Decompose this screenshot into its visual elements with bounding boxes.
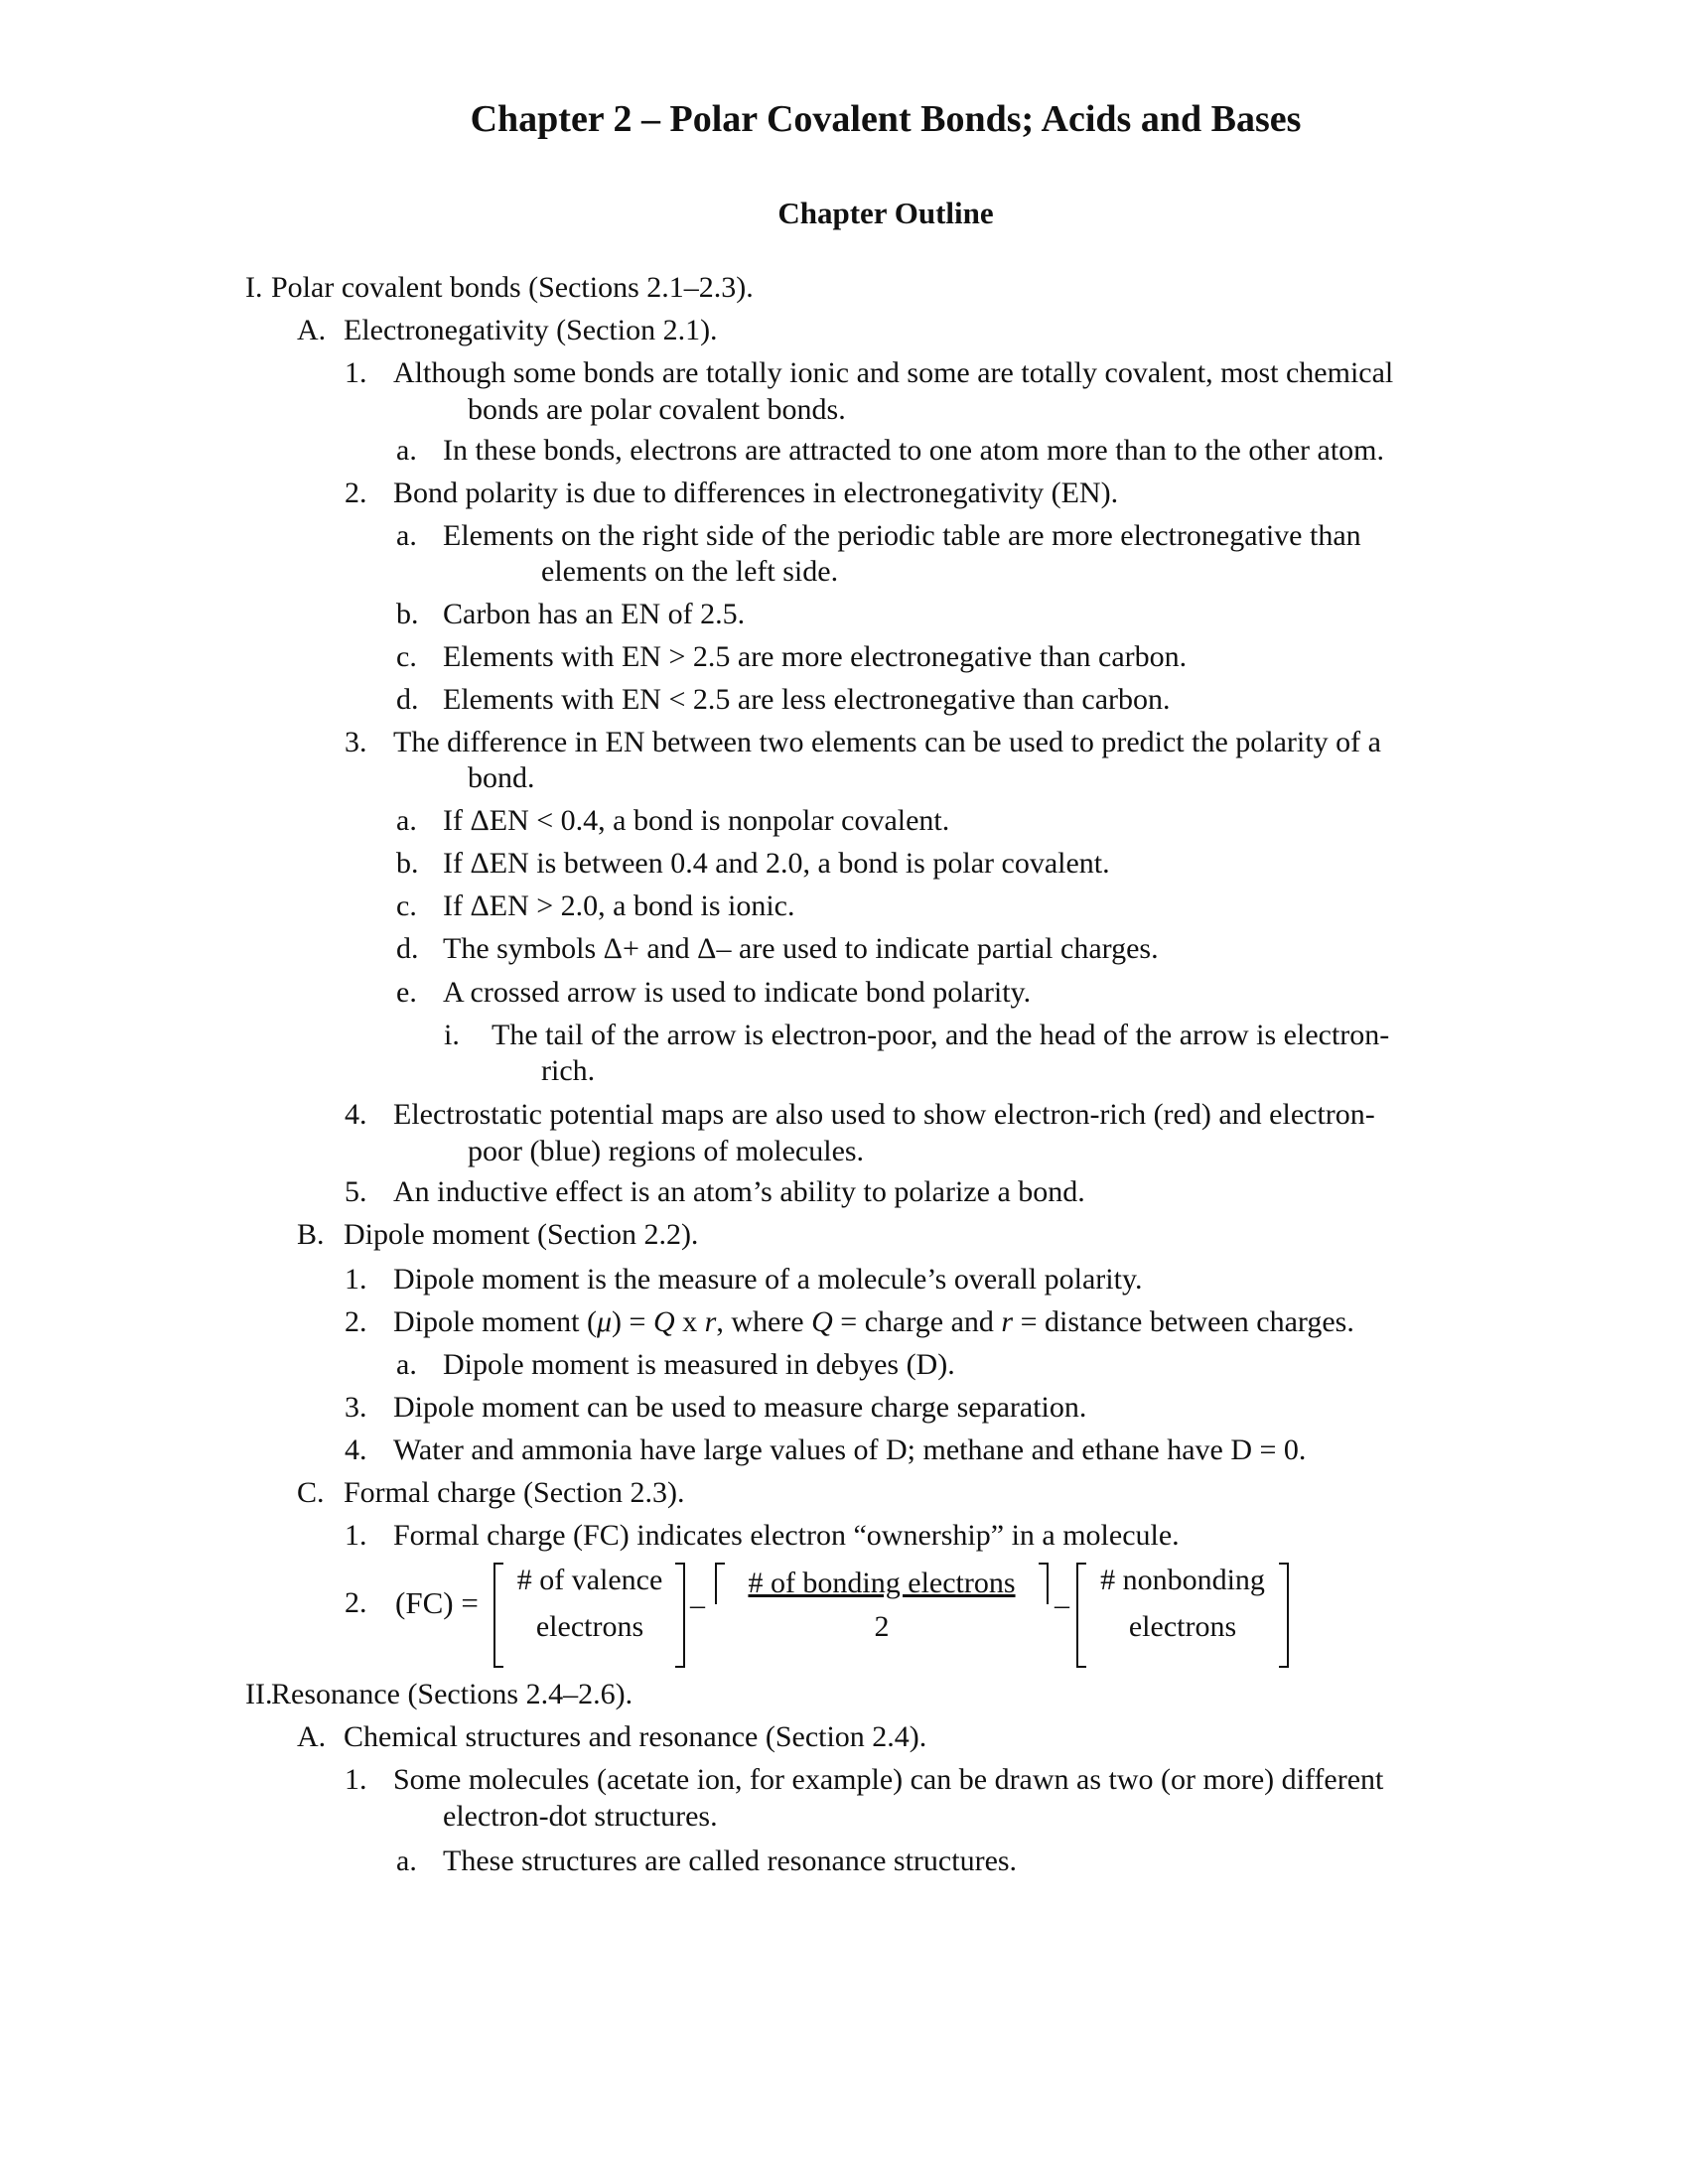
outline-marker: A. [297, 314, 327, 346]
outline-marker: e. [396, 976, 417, 1009]
outline-marker: a. [396, 519, 417, 552]
outline-marker: B. [297, 1218, 325, 1251]
term2-denominator: 2 [874, 1610, 890, 1643]
term1-bottom: electrons [535, 1610, 644, 1643]
outline-text: Although some bonds are totally ionic and some are totally covalent, most chemical [393, 356, 1394, 389]
outline-text: If ΔEN is between 0.4 and 2.0, a bond is polar covalent. [443, 847, 1110, 880]
outline-text: Elements with EN < 2.5 are less electronegative than carbon. [443, 683, 1171, 716]
outline-text: Formal charge (FC) indicates electron “ownership” in a molecule. [393, 1519, 1180, 1552]
outline-text: Some molecules (acetate ion, for example) can be drawn as two (or more) different [393, 1763, 1384, 1796]
outline-marker: C. [297, 1476, 325, 1509]
outline-text: Carbon has an EN of 2.5. [443, 598, 746, 630]
outline-text: If ΔEN > 2.0, a bond is ionic. [443, 889, 795, 922]
outline-marker: A. [297, 1720, 327, 1753]
term1-top: # of valence [516, 1564, 663, 1596]
outline-marker: a. [396, 434, 417, 467]
text-segment: ) = [612, 1305, 653, 1338]
outline-text: Formal charge (Section 2.3). [344, 1476, 685, 1509]
outline-marker: 1. [345, 356, 367, 389]
outline-text: Bond polarity is due to differences in electronegativity (EN). [393, 477, 1119, 509]
outline-text: elements on the left side. [541, 555, 839, 588]
outline-marker: 5. [345, 1175, 367, 1208]
outline-text: These structures are called resonance structures. [443, 1844, 1018, 1877]
outline-marker: a. [396, 804, 417, 837]
outline-marker: d. [396, 683, 419, 716]
outline-marker: 2. [345, 477, 367, 509]
text-segment: = charge and [832, 1305, 1002, 1338]
minus-sign: – [1055, 1588, 1069, 1621]
section-heading: Chapter Outline [777, 196, 994, 230]
outline-marker: 2. [345, 1305, 367, 1338]
outline-text: An inductive effect is an atom’s ability to polarize a bond. [393, 1175, 1085, 1208]
text-segment: r [704, 1305, 717, 1338]
outline-text: rich. [541, 1054, 596, 1087]
term3-bottom: electrons [1128, 1610, 1237, 1643]
outline-text: bond. [468, 761, 535, 794]
outline-text: A crossed arrow is used to indicate bond polarity. [443, 976, 1032, 1009]
outline-text: The tail of the arrow is electron-poor, and the head of the arrow is electron- [492, 1019, 1390, 1051]
outline-marker: I. [245, 271, 263, 304]
formula-label: 2. [345, 1586, 367, 1619]
term2-numerator: # of bonding electrons [748, 1567, 1016, 1599]
outline-text: The symbols Δ+ and Δ– are used to indicate partial charges. [443, 932, 1159, 965]
outline-marker: a. [396, 1348, 417, 1381]
outline-text: Polar covalent bonds (Sections 2.1–2.3). [271, 271, 754, 304]
outline-text: Resonance (Sections 2.4–2.6). [271, 1678, 633, 1710]
outline-text: Dipole moment can be used to measure charge separation. [393, 1391, 1087, 1424]
outline-marker: d. [396, 932, 419, 965]
text-segment: Q [652, 1305, 675, 1338]
outline-marker: 1. [345, 1763, 367, 1796]
formula-lhs: (FC) = [395, 1585, 479, 1620]
outline-marker: b. [396, 598, 419, 630]
page-title: Chapter 2 – Polar Covalent Bonds; Acids and Bases [470, 98, 1302, 140]
outline-marker: 3. [345, 726, 367, 758]
text-segment: Q [811, 1305, 833, 1338]
outline-marker: a. [396, 1844, 417, 1877]
minus-sign: – [690, 1588, 705, 1621]
outline-marker: 1. [345, 1519, 367, 1552]
text-segment: = distance between charges. [1013, 1305, 1354, 1338]
outline-marker: i. [444, 1019, 460, 1051]
outline-text: Electronegativity (Section 2.1). [344, 314, 718, 346]
outline-text: In these bonds, electrons are attracted to one atom more than to the other atom. [443, 434, 1385, 467]
outline-text: electron-dot structures. [443, 1800, 718, 1833]
outline-marker: 4. [345, 1098, 367, 1131]
outline-marker: b. [396, 847, 419, 880]
outline-text: Elements with EN > 2.5 are more electronegative than carbon. [443, 640, 1188, 673]
outline-marker: 1. [345, 1263, 367, 1296]
outline-text [393, 1305, 1354, 1339]
outline-marker: 4. [345, 1433, 367, 1466]
outline-text: Dipole moment (Section 2.2). [344, 1218, 699, 1251]
outline-text: Dipole moment is measured in debyes (D). [443, 1348, 955, 1381]
outline-marker: 3. [345, 1391, 367, 1424]
text-segment: x [674, 1305, 705, 1338]
term3-top: # nonbonding [1100, 1564, 1265, 1596]
outline-marker: c. [396, 889, 417, 922]
outline-text: poor (blue) regions of molecules. [468, 1135, 865, 1167]
outline-text: The difference in EN between two elements can be used to predict the polarity of a [393, 726, 1381, 758]
outline-marker: II. [245, 1678, 273, 1710]
outline-text: Dipole moment is the measure of a molecule’s overall polarity. [393, 1263, 1143, 1296]
outline-text: Elements on the right side of the periodic table are more electronegative than [443, 519, 1361, 552]
text-segment: μ [596, 1305, 613, 1338]
text-segment: Dipole moment ( [393, 1305, 597, 1338]
outline-text: If ΔEN < 0.4, a bond is nonpolar covalent. [443, 804, 950, 837]
text-segment: r [1001, 1305, 1014, 1338]
text-segment: , where [716, 1305, 812, 1338]
outline-text: Chemical structures and resonance (Section 2.4). [344, 1720, 927, 1753]
outline-text: bonds are polar covalent bonds. [468, 393, 846, 426]
outline-marker: c. [396, 640, 417, 673]
outline-text: Water and ammonia have large values of D; methane and ethane have D = 0. [393, 1433, 1307, 1466]
outline-text: Electrostatic potential maps are also used to show electron-rich (red) and electron- [393, 1098, 1375, 1131]
